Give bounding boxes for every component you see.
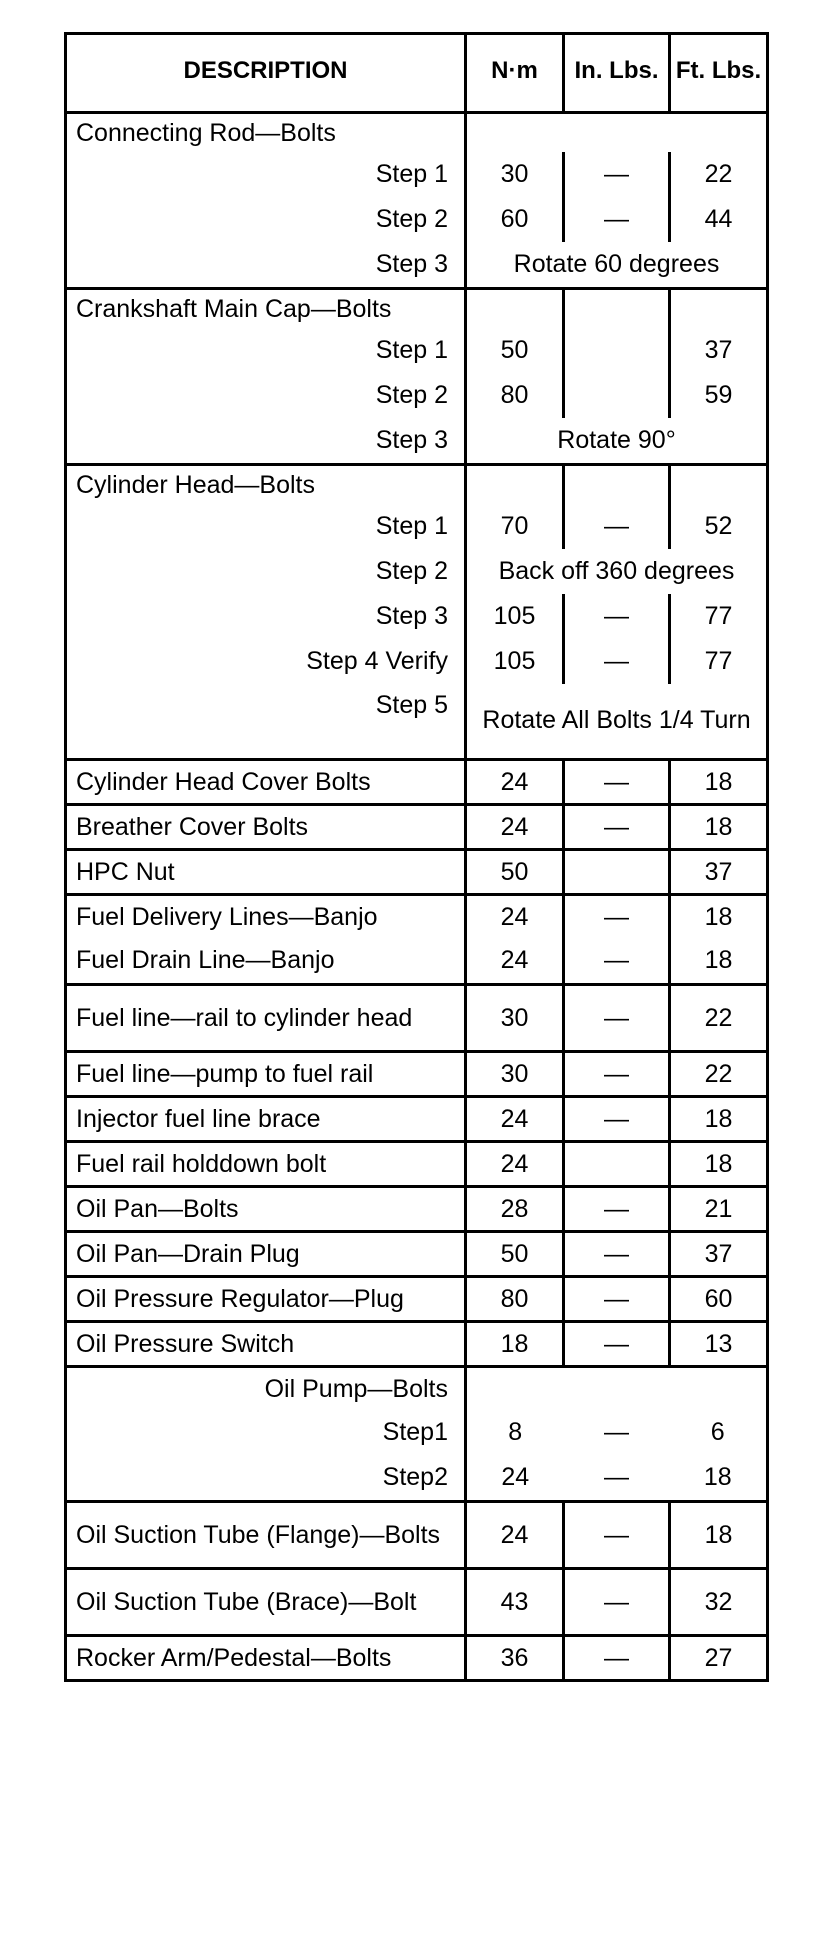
header-in-lbs: In. Lbs. (564, 34, 670, 113)
table-row (66, 1232, 768, 1277)
nm-value: 50 (466, 328, 564, 373)
torque-spec-table (64, 32, 769, 1682)
in-lbs-value: — (564, 985, 670, 1052)
row-description: Oil Pressure Regulator—Plug (66, 1277, 466, 1322)
in-lbs-value: — (564, 639, 670, 684)
nm-value: 24 (466, 938, 564, 985)
torque-spec-table-wrapper (64, 32, 766, 1682)
step-label: Step 4 Verify (66, 639, 466, 684)
ft-lbs-value: 6 (710, 1418, 725, 1446)
step-label: Step 1 (66, 504, 466, 549)
ft-lbs-value: 18 (670, 805, 768, 850)
table-row (66, 1277, 768, 1322)
in-lbs-value (564, 373, 670, 418)
step-label: Step 1 (66, 328, 466, 373)
step-label: Step 5 (66, 684, 466, 760)
row-description: Oil Pan—Drain Plug (66, 1232, 466, 1277)
ft-lbs-value: 18 (670, 760, 768, 805)
step-label: Step 2 (66, 197, 466, 242)
ft-lbs-value: 18 (670, 1502, 768, 1569)
in-lbs-value: — (564, 1636, 670, 1681)
step-row (66, 639, 768, 684)
row-description: Rocker Arm/Pedestal—Bolts (66, 1636, 466, 1681)
row-description: Breather Cover Bolts (66, 805, 466, 850)
nm-value: 30 (466, 985, 564, 1052)
table-row (66, 895, 768, 939)
ft-lbs-value: 37 (670, 1232, 768, 1277)
nm-value: 80 (466, 373, 564, 418)
ft-lbs-value: 32 (670, 1569, 768, 1636)
step-row (66, 1455, 768, 1502)
nm-value: 36 (466, 1636, 564, 1681)
header-nm: N·m (466, 34, 564, 113)
ft-lbs-value: 18 (704, 946, 733, 974)
row-description: Fuel Drain Line—Banjo (66, 938, 466, 985)
in-lbs-value: — (564, 594, 670, 639)
row-description: Fuel line—rail to cylinder head (66, 985, 466, 1052)
in-lbs-value (564, 328, 670, 373)
group-title: Oil Pump—Bolts (66, 1367, 466, 1411)
nm-value: 70 (466, 504, 564, 549)
step-row (66, 504, 768, 549)
group-title-row (66, 113, 768, 153)
nm-value: 18 (466, 1322, 564, 1367)
table-row (66, 1052, 768, 1097)
nm-value: 24 (466, 1502, 564, 1569)
ft-lbs-value: 59 (704, 381, 733, 409)
step-row (66, 373, 768, 418)
in-lbs-value: — (604, 1418, 629, 1446)
nm-value: 24 (466, 1142, 564, 1187)
in-lbs-value (564, 850, 670, 895)
step-label: Step 3 (66, 242, 466, 289)
row-description: Fuel rail holddown bolt (66, 1142, 466, 1187)
table-row (66, 938, 768, 985)
step-row (66, 549, 768, 594)
table-row (66, 1187, 768, 1232)
ft-lbs-value: 22 (670, 985, 768, 1052)
ft-lbs-value: 60 (670, 1277, 768, 1322)
nm-value: 28 (466, 1187, 564, 1232)
nm-value: 80 (466, 1277, 564, 1322)
table-row (66, 805, 768, 850)
ft-lbs-value: 44 (704, 205, 733, 233)
in-lbs-value: — (564, 895, 670, 939)
ft-lbs-value: 77 (704, 602, 733, 630)
ft-lbs-value: 77 (704, 647, 733, 675)
ft-lbs-value: 22 (704, 160, 733, 188)
row-description: Cylinder Head Cover Bolts (66, 760, 466, 805)
group-title-row (66, 465, 768, 505)
header-row (66, 34, 768, 113)
table-row (66, 1142, 768, 1187)
step-label: Step2 (66, 1455, 466, 1502)
table-row (66, 1569, 768, 1636)
in-lbs-value: — (604, 1463, 629, 1491)
in-lbs-value: — (564, 938, 670, 985)
in-lbs-value: — (564, 1569, 670, 1636)
nm-value: 105 (466, 639, 564, 684)
step-row (66, 594, 768, 639)
group-title: Connecting Rod—Bolts (66, 113, 466, 153)
step-row (66, 684, 768, 760)
header-ft-lbs: Ft. Lbs. (670, 34, 768, 113)
in-lbs-value: — (564, 805, 670, 850)
nm-value: 105 (466, 594, 564, 639)
in-lbs-value: — (564, 1502, 670, 1569)
step-row (66, 152, 768, 197)
row-description: Fuel line—pump to fuel rail (66, 1052, 466, 1097)
row-description: Oil Pan—Bolts (66, 1187, 466, 1232)
row-description: Oil Suction Tube (Flange)—Bolts (66, 1502, 466, 1569)
step-label: Step 2 (66, 549, 466, 594)
step-note: Rotate All Bolts 1/4 Turn (482, 706, 751, 734)
in-lbs-value: — (564, 1322, 670, 1367)
nm-value: 30 (466, 152, 564, 197)
in-lbs-value: — (564, 197, 670, 242)
table-row (66, 850, 768, 895)
ft-lbs-value: 52 (704, 512, 733, 540)
step-label: Step 3 (66, 418, 466, 465)
in-lbs-value: — (564, 1097, 670, 1142)
nm-value: 50 (466, 850, 564, 895)
ft-lbs-value: 21 (670, 1187, 768, 1232)
step-label: Step 3 (66, 594, 466, 639)
step-label: Step 2 (66, 373, 466, 418)
step-row (66, 1410, 768, 1455)
group-title: Crankshaft Main Cap—Bolts (66, 289, 466, 329)
row-description: Injector fuel line brace (66, 1097, 466, 1142)
nm-value: 24 (466, 895, 564, 939)
nm-value: 24 (501, 1463, 530, 1491)
header-description: DESCRIPTION (66, 34, 466, 113)
step-row (66, 197, 768, 242)
group-title: Cylinder Head—Bolts (66, 465, 466, 505)
table-row (66, 760, 768, 805)
ft-lbs-value: 37 (670, 850, 768, 895)
step-note: Rotate 90° (557, 426, 676, 454)
nm-value: 24 (466, 760, 564, 805)
in-lbs-value: — (564, 1187, 670, 1232)
in-lbs-value: — (564, 1052, 670, 1097)
table-row (66, 1502, 768, 1569)
nm-value: 24 (466, 1097, 564, 1142)
ft-lbs-value: 18 (670, 895, 768, 939)
row-description: Oil Suction Tube (Brace)—Bolt (66, 1569, 466, 1636)
nm-value: 43 (466, 1569, 564, 1636)
ft-lbs-value: 27 (670, 1636, 768, 1681)
ft-lbs-value: 13 (670, 1322, 768, 1367)
ft-lbs-value: 37 (704, 336, 733, 364)
in-lbs-value: — (564, 504, 670, 549)
table-row (66, 1097, 768, 1142)
step-row (66, 242, 768, 289)
group-title-row (66, 289, 768, 329)
nm-value: 24 (466, 805, 564, 850)
row-description: Oil Pressure Switch (66, 1322, 466, 1367)
step-note: Back off 360 degrees (498, 557, 735, 585)
in-lbs-value: — (564, 760, 670, 805)
ft-lbs-value: 22 (670, 1052, 768, 1097)
in-lbs-value: — (564, 1232, 670, 1277)
nm-value: 60 (466, 197, 564, 242)
in-lbs-value: — (564, 152, 670, 197)
step-note: Rotate 60 degrees (513, 250, 720, 278)
table-row (66, 985, 768, 1052)
ft-lbs-value: 18 (670, 1097, 768, 1142)
nm-value: 8 (508, 1418, 523, 1446)
ft-lbs-value: 18 (703, 1463, 732, 1491)
step-label: Step1 (66, 1410, 466, 1455)
table-row (66, 1636, 768, 1681)
step-row (66, 418, 768, 465)
in-lbs-value (564, 1142, 670, 1187)
ft-lbs-value: 18 (670, 1142, 768, 1187)
nm-value: 50 (466, 1232, 564, 1277)
step-row (66, 328, 768, 373)
row-description: Fuel Delivery Lines—Banjo (66, 895, 466, 939)
table-row (66, 1322, 768, 1367)
step-label: Step 1 (66, 152, 466, 197)
row-description: HPC Nut (66, 850, 466, 895)
in-lbs-value: — (564, 1277, 670, 1322)
group-title-row (66, 1367, 768, 1411)
nm-value: 30 (466, 1052, 564, 1097)
